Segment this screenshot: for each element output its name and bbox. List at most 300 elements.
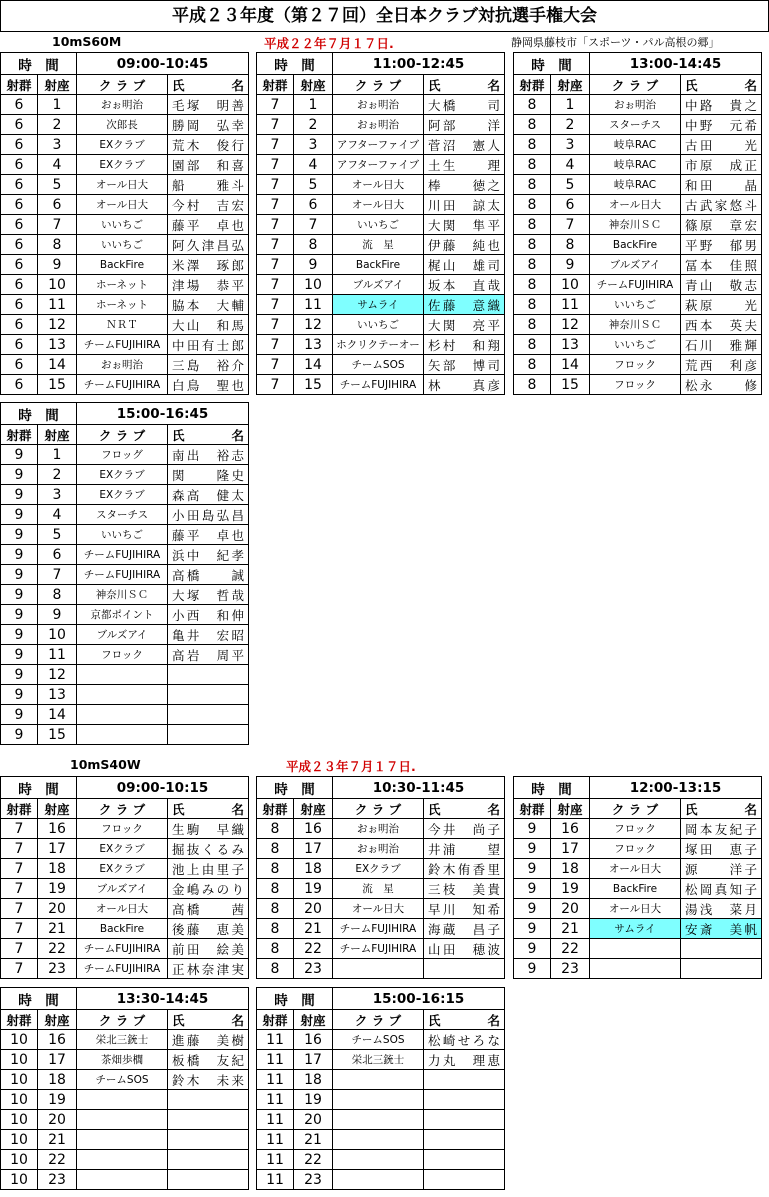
table-row (257, 939, 505, 959)
table-row (514, 959, 762, 979)
group-cell: 7 (257, 355, 294, 375)
lane-cell: 4 (38, 155, 77, 175)
name-cell: 船 雅斗 (168, 175, 249, 195)
table-row (257, 355, 505, 375)
name-cell: 米澤 琢郎 (168, 255, 249, 275)
table-row (1, 605, 249, 625)
time-slot: 10:30-11:45 (333, 777, 505, 799)
lane-cell: 23 (294, 959, 333, 979)
lane-cell: 20 (294, 899, 333, 919)
men-date: 平成２２年７月１７日. (264, 36, 394, 51)
name-cell (424, 1110, 505, 1130)
lane-cell: 4 (38, 505, 77, 525)
table-row (1, 235, 249, 255)
name-cell: 矢部 博司 (424, 355, 505, 375)
name-cell: 正林奈津実 (168, 959, 249, 979)
club-cell: 次郎長 (77, 115, 168, 135)
name-cell: 大橋 司 (424, 95, 505, 115)
table-row (514, 95, 762, 115)
name-cell: 掘抜くるみ (168, 839, 249, 859)
group-cell: 7 (1, 919, 38, 939)
name-cell: 阿久津昌弘 (168, 235, 249, 255)
name-cell: 井浦 望 (424, 839, 505, 859)
col-header-name: 氏 名 (681, 799, 762, 819)
table-row (1, 1110, 249, 1130)
name-cell: 石川 雅輝 (681, 335, 762, 355)
name-cell: 土生 理 (424, 155, 505, 175)
group-cell: 8 (514, 195, 551, 215)
group-cell: 7 (1, 959, 38, 979)
name-cell (681, 939, 762, 959)
club-cell (333, 959, 424, 979)
lane-cell: 18 (294, 859, 333, 879)
col-header-group: 射群 (257, 75, 294, 95)
lane-cell: 14 (294, 355, 333, 375)
name-cell: 早川 知希 (424, 899, 505, 919)
col-header-lane: 射座 (551, 799, 590, 819)
club-cell (77, 1150, 168, 1170)
table-row (257, 879, 505, 899)
club-cell: いいちご (77, 525, 168, 545)
table-row (257, 295, 505, 315)
name-cell: 小田島弘昌 (168, 505, 249, 525)
table-row (1, 255, 249, 275)
lane-cell: 14 (551, 355, 590, 375)
table-row (514, 295, 762, 315)
table-row (257, 959, 505, 979)
name-cell (424, 1150, 505, 1170)
lane-cell: 16 (294, 1030, 333, 1050)
name-cell: 後藤 恵美 (168, 919, 249, 939)
col-header-name: 氏 名 (168, 75, 249, 95)
group-cell: 11 (257, 1130, 294, 1150)
lane-cell: 7 (38, 565, 77, 585)
time-slot: 11:00-12:45 (333, 53, 505, 75)
table-row (1, 215, 249, 235)
table-row (257, 919, 505, 939)
col-header-name: 氏 名 (168, 425, 249, 445)
club-cell (77, 1130, 168, 1150)
name-cell: 青山 敬志 (681, 275, 762, 295)
table-row (514, 275, 762, 295)
table-row (514, 919, 762, 939)
group-cell: 8 (257, 819, 294, 839)
table-row (1, 819, 249, 839)
name-cell: 松崎せろな (424, 1030, 505, 1050)
table-row (1, 465, 249, 485)
lane-cell: 17 (551, 839, 590, 859)
col-header-name: 氏 名 (424, 799, 505, 819)
col-header-lane: 射座 (38, 425, 77, 445)
group-cell: 6 (1, 255, 38, 275)
group-cell: 7 (257, 315, 294, 335)
club-cell: いいちご (590, 295, 681, 315)
lane-cell: 18 (38, 859, 77, 879)
table-row (1, 135, 249, 155)
lane-cell: 4 (551, 155, 590, 175)
table-row (257, 1150, 505, 1170)
lane-cell: 23 (38, 959, 77, 979)
club-cell (77, 705, 168, 725)
name-cell: 安斎 美帆 (681, 919, 762, 939)
lane-cell: 20 (551, 899, 590, 919)
club-cell: オール日大 (590, 899, 681, 919)
time-label: 時 間 (257, 53, 333, 75)
group-cell: 7 (257, 135, 294, 155)
table-row (514, 215, 762, 235)
name-cell: 荒西 利彦 (681, 355, 762, 375)
club-cell: おぉ明治 (333, 839, 424, 859)
lane-cell: 11 (294, 295, 333, 315)
table-row (257, 1050, 505, 1070)
time-slot: 13:30-14:45 (77, 988, 249, 1010)
name-cell (168, 1130, 249, 1150)
group-cell: 9 (1, 705, 38, 725)
name-cell: 源 洋子 (681, 859, 762, 879)
table-row (1, 275, 249, 295)
lane-cell: 23 (38, 1170, 77, 1190)
name-cell: 大関 隼平 (424, 215, 505, 235)
name-cell: 棒 徳之 (424, 175, 505, 195)
lane-cell: 13 (38, 685, 77, 705)
col-header-group: 射群 (1, 75, 38, 95)
group-cell: 8 (514, 95, 551, 115)
table-row (514, 175, 762, 195)
lane-cell: 8 (38, 585, 77, 605)
name-cell (168, 1110, 249, 1130)
table-row (257, 1070, 505, 1090)
name-cell: 中野 元希 (681, 115, 762, 135)
group-cell: 6 (1, 115, 38, 135)
group-cell: 11 (257, 1110, 294, 1130)
group-cell: 9 (514, 839, 551, 859)
group-cell: 9 (1, 685, 38, 705)
lane-cell: 3 (294, 135, 333, 155)
group-cell: 10 (1, 1150, 38, 1170)
group-cell: 11 (257, 1170, 294, 1190)
club-cell: EXクラブ (77, 859, 168, 879)
col-header-club: ク ラ ブ (590, 75, 681, 95)
club-cell: EXクラブ (77, 155, 168, 175)
lane-cell: 22 (38, 1150, 77, 1170)
name-cell: 三島 裕介 (168, 355, 249, 375)
lane-cell: 10 (551, 275, 590, 295)
group-cell: 9 (514, 819, 551, 839)
name-cell (168, 1090, 249, 1110)
name-cell: 小西 和伸 (168, 605, 249, 625)
lane-cell: 8 (38, 235, 77, 255)
col-header-name: 氏 名 (424, 75, 505, 95)
group-cell: 7 (257, 95, 294, 115)
lane-cell: 13 (551, 335, 590, 355)
lane-cell: 9 (294, 255, 333, 275)
lane-cell: 7 (294, 215, 333, 235)
group-cell: 8 (257, 939, 294, 959)
table-row (257, 1030, 505, 1050)
club-cell: チームFUJIHIRA (77, 939, 168, 959)
lane-cell: 9 (38, 605, 77, 625)
lane-cell: 22 (294, 939, 333, 959)
group-cell: 8 (514, 175, 551, 195)
table-row (257, 335, 505, 355)
club-cell: オール日大 (333, 175, 424, 195)
lane-cell: 5 (38, 175, 77, 195)
group-cell: 8 (257, 899, 294, 919)
table-row (514, 839, 762, 859)
club-cell: 流 星 (333, 235, 424, 255)
group-cell: 9 (1, 565, 38, 585)
table-row (257, 1130, 505, 1150)
table-row (1, 1030, 249, 1050)
lane-cell: 12 (551, 315, 590, 335)
name-cell: 林 真彦 (424, 375, 505, 395)
table-row (1, 959, 249, 979)
name-cell (168, 1150, 249, 1170)
club-cell: フロック (590, 839, 681, 859)
table-row (1, 335, 249, 355)
group-cell: 8 (514, 115, 551, 135)
lane-cell: 2 (294, 115, 333, 135)
club-cell: 神奈川ＳＣ (590, 215, 681, 235)
name-cell: 松永 修 (681, 375, 762, 395)
table-row (257, 1110, 505, 1130)
table-row (1, 175, 249, 195)
table-row (514, 235, 762, 255)
table-row (257, 899, 505, 919)
name-cell: 中路 貴之 (681, 95, 762, 115)
time-slot: 09:00-10:45 (77, 53, 249, 75)
col-header-club: ク ラ ブ (77, 1010, 168, 1030)
lane-cell: 7 (551, 215, 590, 235)
table-row (514, 879, 762, 899)
table-row (514, 939, 762, 959)
club-cell: フロック (590, 375, 681, 395)
group-cell: 9 (1, 645, 38, 665)
club-cell: チームFUJIHIRA (77, 335, 168, 355)
group-cell: 6 (1, 215, 38, 235)
time-slot: 12:00-13:15 (590, 777, 762, 799)
lane-cell: 21 (38, 1130, 77, 1150)
group-cell: 9 (1, 505, 38, 525)
schedule-table (0, 52, 249, 395)
time-label: 時 間 (1, 777, 77, 799)
group-cell: 7 (257, 235, 294, 255)
table-row (1, 625, 249, 645)
men-event-label: 10mS60M (52, 34, 122, 49)
lane-cell: 1 (38, 445, 77, 465)
club-cell (590, 939, 681, 959)
club-cell: いいちご (333, 315, 424, 335)
name-cell: 川田 諒太 (424, 195, 505, 215)
lane-cell: 2 (38, 465, 77, 485)
lane-cell: 5 (294, 175, 333, 195)
lane-cell: 22 (294, 1150, 333, 1170)
table-row (1, 1170, 249, 1190)
table-row (1, 445, 249, 465)
name-cell: 西本 英夫 (681, 315, 762, 335)
club-cell: ブルズアイ (333, 275, 424, 295)
club-cell: EXクラブ (77, 465, 168, 485)
col-header-group: 射群 (1, 1010, 38, 1030)
club-cell: チームFUJIHIRA (590, 275, 681, 295)
group-cell: 9 (1, 625, 38, 645)
name-cell (168, 725, 249, 745)
group-cell: 6 (1, 135, 38, 155)
table-row (257, 819, 505, 839)
club-cell: EXクラブ (77, 485, 168, 505)
table-row (257, 255, 505, 275)
name-cell: 池上由里子 (168, 859, 249, 879)
col-header-group: 射群 (514, 799, 551, 819)
lane-cell: 21 (38, 919, 77, 939)
group-cell: 9 (514, 959, 551, 979)
name-cell: 松岡真知子 (681, 879, 762, 899)
club-cell: 岐阜RAC (590, 155, 681, 175)
table-row (1, 685, 249, 705)
lane-cell: 14 (38, 355, 77, 375)
lane-cell: 13 (38, 335, 77, 355)
name-cell: 平野 郁男 (681, 235, 762, 255)
club-cell: スターチス (590, 115, 681, 135)
schedule-table (0, 776, 249, 979)
col-header-club: ク ラ ブ (590, 799, 681, 819)
name-cell: 梶山 雄司 (424, 255, 505, 275)
group-cell: 7 (257, 295, 294, 315)
lane-cell: 21 (294, 1130, 333, 1150)
name-cell: 森高 健太 (168, 485, 249, 505)
group-cell: 6 (1, 315, 38, 335)
table-row (514, 375, 762, 395)
group-cell: 7 (257, 175, 294, 195)
club-cell: おぉ明治 (77, 95, 168, 115)
lane-cell: 4 (294, 155, 333, 175)
lane-cell: 3 (38, 485, 77, 505)
name-cell: 菅沼 憲人 (424, 135, 505, 155)
group-cell: 8 (514, 215, 551, 235)
club-cell: オール日大 (77, 195, 168, 215)
lane-cell: 6 (38, 195, 77, 215)
name-cell: 高岩 周平 (168, 645, 249, 665)
group-cell: 8 (514, 295, 551, 315)
group-cell: 9 (1, 465, 38, 485)
col-header-lane: 射座 (38, 1010, 77, 1030)
table-row (1, 195, 249, 215)
group-cell: 8 (514, 375, 551, 395)
table-row (1, 899, 249, 919)
lane-cell: 22 (551, 939, 590, 959)
name-cell: 山田 穂波 (424, 939, 505, 959)
name-cell (168, 665, 249, 685)
name-cell: 篠原 章宏 (681, 215, 762, 235)
schedule-table (0, 402, 249, 745)
club-cell: おぉ明治 (590, 95, 681, 115)
time-slot: 13:00-14:45 (590, 53, 762, 75)
name-cell (168, 705, 249, 725)
lane-cell: 16 (294, 819, 333, 839)
group-cell: 9 (1, 445, 38, 465)
club-cell: 茶畑歩櫚 (77, 1050, 168, 1070)
col-header-group: 射群 (257, 799, 294, 819)
club-cell: EXクラブ (77, 839, 168, 859)
table-row (1, 565, 249, 585)
table-row (514, 859, 762, 879)
club-cell (77, 1090, 168, 1110)
club-cell: 流 星 (333, 879, 424, 899)
name-cell: 岡本友紀子 (681, 819, 762, 839)
venue: 静岡県藤枝市「スポーツ・パル高根の郷」 (511, 36, 720, 49)
name-cell: 中田有士郎 (168, 335, 249, 355)
name-cell: 前田 絵美 (168, 939, 249, 959)
club-cell: 京都ポイント (77, 605, 168, 625)
group-cell: 8 (514, 275, 551, 295)
table-row (1, 725, 249, 745)
name-cell: 佐藤 意織 (424, 295, 505, 315)
name-cell: 南出 裕志 (168, 445, 249, 465)
club-cell: おぉ明治 (77, 355, 168, 375)
name-cell: 和田 晶 (681, 175, 762, 195)
club-cell: フロッグ (77, 445, 168, 465)
table-row (257, 275, 505, 295)
lane-cell: 17 (38, 1050, 77, 1070)
group-cell: 8 (514, 355, 551, 375)
club-cell: チームSOS (333, 1030, 424, 1050)
table-row (1, 645, 249, 665)
club-cell: チームFUJIHIRA (77, 375, 168, 395)
schedule-table (513, 776, 762, 979)
club-cell: EXクラブ (333, 859, 424, 879)
name-cell: 今村 吉宏 (168, 195, 249, 215)
table-row (1, 919, 249, 939)
group-cell: 7 (1, 819, 38, 839)
group-cell: 7 (257, 155, 294, 175)
table-row (1, 879, 249, 899)
table-row (257, 235, 505, 255)
club-cell: フロック (77, 819, 168, 839)
col-header-name: 氏 名 (168, 799, 249, 819)
club-cell: 神奈川ＳＣ (77, 585, 168, 605)
table-row (1, 1050, 249, 1070)
lane-cell: 17 (294, 839, 333, 859)
name-cell: 関 隆史 (168, 465, 249, 485)
name-cell: 板橋 友紀 (168, 1050, 249, 1070)
club-cell: EXクラブ (77, 135, 168, 155)
time-slot: 15:00-16:15 (333, 988, 505, 1010)
club-cell (77, 1170, 168, 1190)
club-cell: スターチス (77, 505, 168, 525)
name-cell (424, 1130, 505, 1150)
group-cell: 10 (1, 1050, 38, 1070)
name-cell: 生駒 早織 (168, 819, 249, 839)
club-cell: いいちご (77, 215, 168, 235)
group-cell: 8 (514, 255, 551, 275)
col-header-lane: 射座 (294, 799, 333, 819)
group-cell: 10 (1, 1030, 38, 1050)
lane-cell: 8 (294, 235, 333, 255)
name-cell: 藤平 卓也 (168, 525, 249, 545)
name-cell: 浜中 紀孝 (168, 545, 249, 565)
name-cell (424, 1090, 505, 1110)
name-cell: 古田 光 (681, 135, 762, 155)
club-cell (333, 1110, 424, 1130)
table-row (514, 155, 762, 175)
lane-cell: 17 (294, 1050, 333, 1070)
lane-cell: 19 (38, 879, 77, 899)
club-cell: BackFire (590, 879, 681, 899)
table-row (257, 115, 505, 135)
club-cell: チームSOS (77, 1070, 168, 1090)
col-header-lane: 射座 (38, 799, 77, 819)
table-row (257, 1170, 505, 1190)
